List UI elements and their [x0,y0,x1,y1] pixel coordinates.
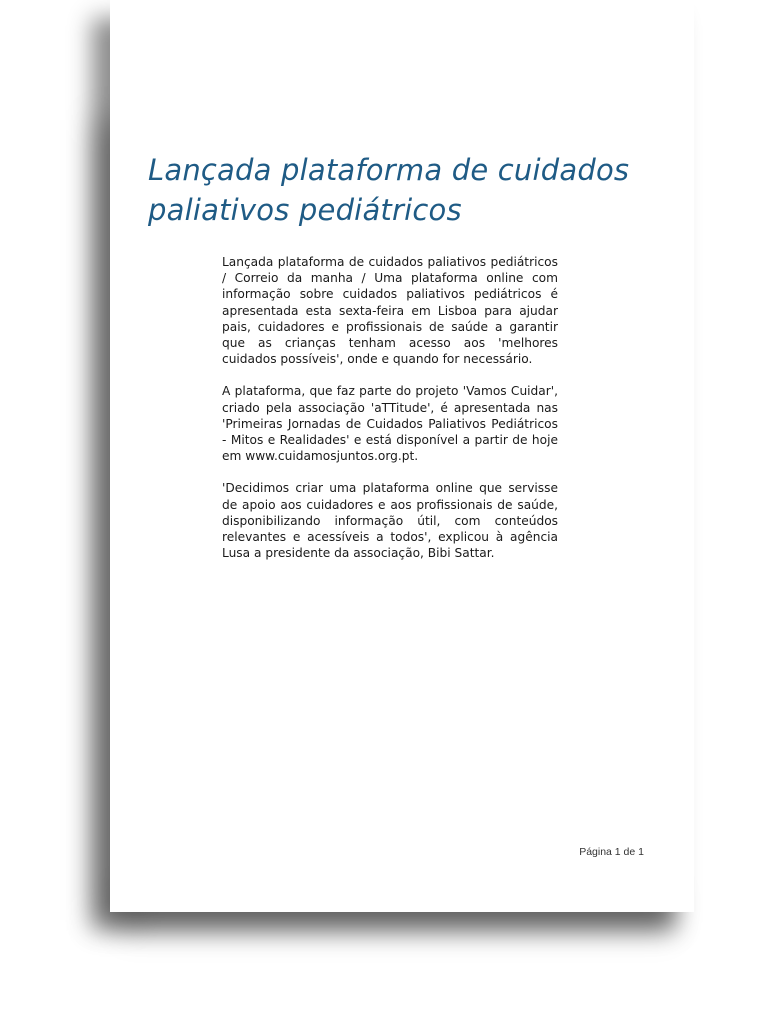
paragraph-2: A plataforma, que faz parte do projeto 'Vamos Cuidar', criado pela associação 'aTTitude', é apresentada nas 'Primeiras Jornadas de Cuidados Paliativos Pediátricos - Mitos e Realidades' e está disponível a partir de hoje em www.cuidamosjuntos.org.pt. [222,384,558,464]
paragraph-1: Lançada plataforma de cuidados paliativos pediátricos / Correio da manha / Uma plataforma online com informação sobre cuidados paliativos pediátricos é apresentada esta sexta-feira em Lisboa para ajudar pais, cuidadores e profissionais de saúde a garantir que as crianças tenham acesso aos 'melhores cuidados possíveis', onde e quando for necessário. [222,255,558,367]
page-title: Lançada plataforma de cuidados paliativos pediátricos [148,153,630,227]
page-number: Página 1 de 1 [579,846,644,858]
paragraph-3: 'Decidimos criar uma plataforma online que servisse de apoio aos cuidadores e aos profissionais de saúde, disponibilizando informação útil, com conteúdos relevantes e acessíveis a todos', explicou à agência Lusa a presidente da associação, Bibi Sattar. [222,481,558,561]
article-body [222,254,558,577]
document-page [110,0,694,912]
